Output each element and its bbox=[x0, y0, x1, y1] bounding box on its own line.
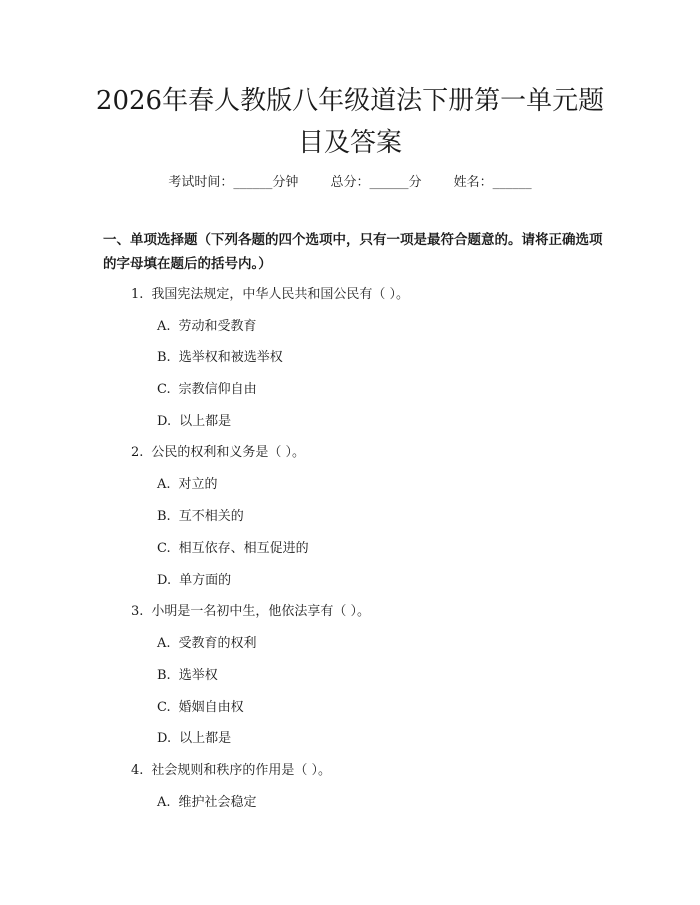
option-text: 婚姻自由权 bbox=[178, 700, 244, 715]
question-text: 社会规则和秩序的作用是（ ）。 bbox=[151, 763, 332, 778]
option-letter: B. bbox=[157, 509, 171, 524]
document-title: 2026年春人教版八年级道法下册第一单元题目及答案 bbox=[95, 86, 605, 158]
option-letter: C. bbox=[157, 541, 171, 556]
option-text: 单方面的 bbox=[179, 573, 232, 588]
option-letter: B. bbox=[157, 668, 171, 683]
question-2 bbox=[131, 441, 305, 460]
question-number: 4. bbox=[131, 763, 144, 778]
option-letter: C. bbox=[157, 382, 171, 397]
option-text: 相互依存、相互促进的 bbox=[178, 541, 309, 556]
question-number: 1. bbox=[131, 287, 144, 302]
option-text: 劳动和受教育 bbox=[178, 319, 257, 334]
option-text: 以上都是 bbox=[179, 414, 232, 429]
option-1c bbox=[157, 378, 257, 397]
option-text: 受教育的权利 bbox=[178, 636, 257, 651]
option-text: 以上都是 bbox=[179, 731, 232, 746]
option-3b bbox=[157, 664, 218, 683]
option-text: 选举权和被选举权 bbox=[178, 350, 283, 365]
option-text: 宗教信仰自由 bbox=[178, 382, 257, 397]
option-letter: D. bbox=[157, 414, 172, 429]
option-letter: A. bbox=[157, 795, 171, 810]
option-text: 维护社会稳定 bbox=[178, 795, 257, 810]
question-1 bbox=[131, 283, 409, 302]
option-letter: D. bbox=[157, 573, 172, 588]
option-4a bbox=[157, 791, 257, 810]
exam-time: 考试时间：______分钟 bbox=[168, 175, 299, 190]
option-2a bbox=[157, 473, 218, 492]
option-1b bbox=[157, 346, 283, 365]
option-3a bbox=[157, 632, 257, 651]
question-text: 我国宪法规定，中华人民共和国公民有（ ）。 bbox=[151, 287, 410, 302]
option-1d bbox=[157, 410, 231, 429]
option-letter: D. bbox=[157, 731, 172, 746]
option-letter: A. bbox=[157, 319, 171, 334]
question-number: 3. bbox=[131, 604, 144, 619]
question-text: 公民的权利和义务是（ ）。 bbox=[151, 445, 306, 460]
option-letter: B. bbox=[157, 350, 171, 365]
option-3d bbox=[157, 727, 231, 746]
option-1a bbox=[157, 315, 257, 334]
option-letter: A. bbox=[157, 477, 171, 492]
option-text: 互不相关的 bbox=[178, 509, 244, 524]
question-number: 2. bbox=[131, 445, 144, 460]
option-2c bbox=[157, 537, 309, 556]
option-letter: A. bbox=[157, 636, 171, 651]
question-4 bbox=[131, 759, 331, 778]
option-2b bbox=[157, 505, 244, 524]
question-text: 小明是一名初中生，他依法享有（ ）。 bbox=[151, 604, 371, 619]
exam-total-score: 总分：______分 bbox=[330, 175, 422, 190]
section-heading: 一、单项选择题（下列各题的四个选项中，只有一项是最符合题意的。请将正确选项的字母填在题后的括号内。） bbox=[103, 232, 603, 272]
option-3c bbox=[157, 696, 244, 715]
option-text: 对立的 bbox=[178, 477, 218, 492]
exam-name: 姓名：______ bbox=[453, 175, 532, 190]
option-2d bbox=[157, 569, 231, 588]
exam-info bbox=[0, 171, 700, 190]
option-text: 选举权 bbox=[178, 668, 218, 683]
option-letter: C. bbox=[157, 700, 171, 715]
question-3 bbox=[131, 600, 370, 619]
